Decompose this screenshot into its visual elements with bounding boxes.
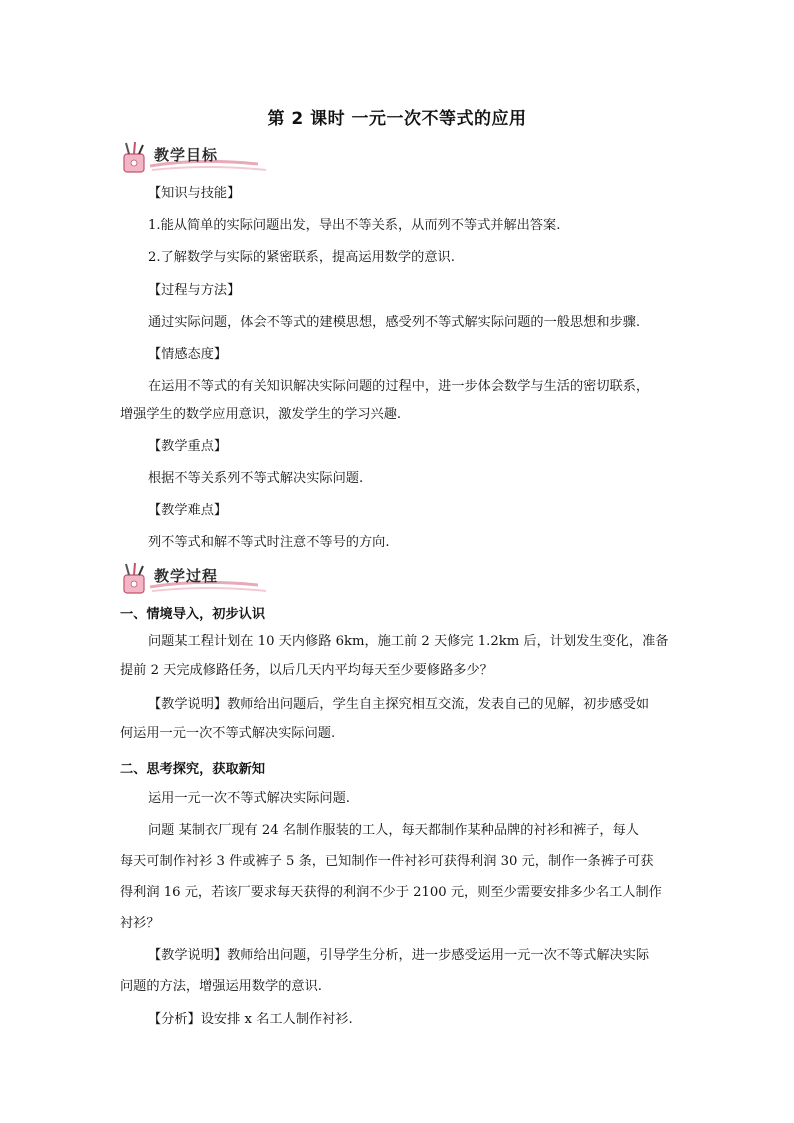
page-title: 第 2 课时 一元一次不等式的应用 xyxy=(267,109,527,129)
part2-note-line-1: 【教学说明】教师给出问题，引导学生分析，进一步感受运用一元一次不等式解决实际 xyxy=(148,948,650,963)
badge-label: 教学目标 xyxy=(154,146,219,164)
process-label: 【过程与方法】 xyxy=(148,283,241,298)
part2-intro: 运用一元一次不等式解决实际问题. xyxy=(148,791,351,806)
emotion-label: 【情感态度】 xyxy=(148,347,228,362)
process-text: 通过实际问题，体会不等式的建模思想，感受列不等式解实际问题的一般思想和步骤. xyxy=(148,315,641,330)
badge-label: 教学过程 xyxy=(154,567,219,585)
part2-note-line-2: 问题的方法，增强运用数学的意识. xyxy=(120,979,323,994)
keypoint-label: 【教学重点】 xyxy=(148,439,228,454)
difficulty-text: 列不等式和解不等式时注意不等号的方向. xyxy=(148,535,390,550)
section-badge-process xyxy=(118,561,268,597)
knowledge-item-2: 2.了解数学与实际的紧密联系，提高运用数学的意识. xyxy=(148,250,455,265)
problem-line-2: 每天可制作衬衫 3 件或裤子 5 条，已知制作一件衬衫可获得利润 30 元，制作一条裤子可获 xyxy=(120,854,654,869)
difficulty-label: 【教学难点】 xyxy=(148,503,228,518)
part1-heading: 一、情境导入，初步认识 xyxy=(120,607,266,622)
analysis-text: 【分析】设安排 x 名工人制作衬衫. xyxy=(148,1012,353,1027)
part2-heading: 二、思考探究，获取新知 xyxy=(120,762,266,777)
section-badge-objectives xyxy=(118,140,268,176)
knowledge-item-1: 1.能从简单的实际问题出发，导出不等关系，从而列不等式并解出答案. xyxy=(148,218,561,233)
problem-line-1: 问题 某制衣厂现有 24 名制作服装的工人，每天都制作某种品牌的衬衫和裤子，每人 xyxy=(148,823,639,838)
knowledge-label: 【知识与技能】 xyxy=(148,186,241,201)
problem-line-3: 得利润 16 元，若该厂要求每天获得的利润不少于 2100 元，则至少需要安排多少名工人制作 xyxy=(120,885,662,900)
part1-line-1: 问题某工程计划在 10 天内修路 6km，施工前 2 天修完 1.2km 后，计划发生变化，准备 xyxy=(148,634,669,649)
part1-note-line-1: 【教学说明】教师给出问题后，学生自主探究相互交流，发表自己的见解，初步感受如 xyxy=(148,697,650,712)
keypoint-text: 根据不等关系列不等式解决实际问题. xyxy=(148,471,364,486)
part1-note-line-2: 何运用一元一次不等式解决实际问题. xyxy=(120,726,336,741)
part1-line-2: 提前 2 天完成修路任务，以后几天内平均每天至少要修路多少？ xyxy=(120,663,493,678)
problem-line-4: 衬衫？ xyxy=(120,916,160,931)
emotion-line-1: 在运用不等式的有关知识解决实际问题的过程中，进一步体会数学与生活的密切联系， xyxy=(148,379,650,394)
emotion-line-2: 增强学生的数学应用意识，激发学生的学习兴趣. xyxy=(120,407,402,422)
